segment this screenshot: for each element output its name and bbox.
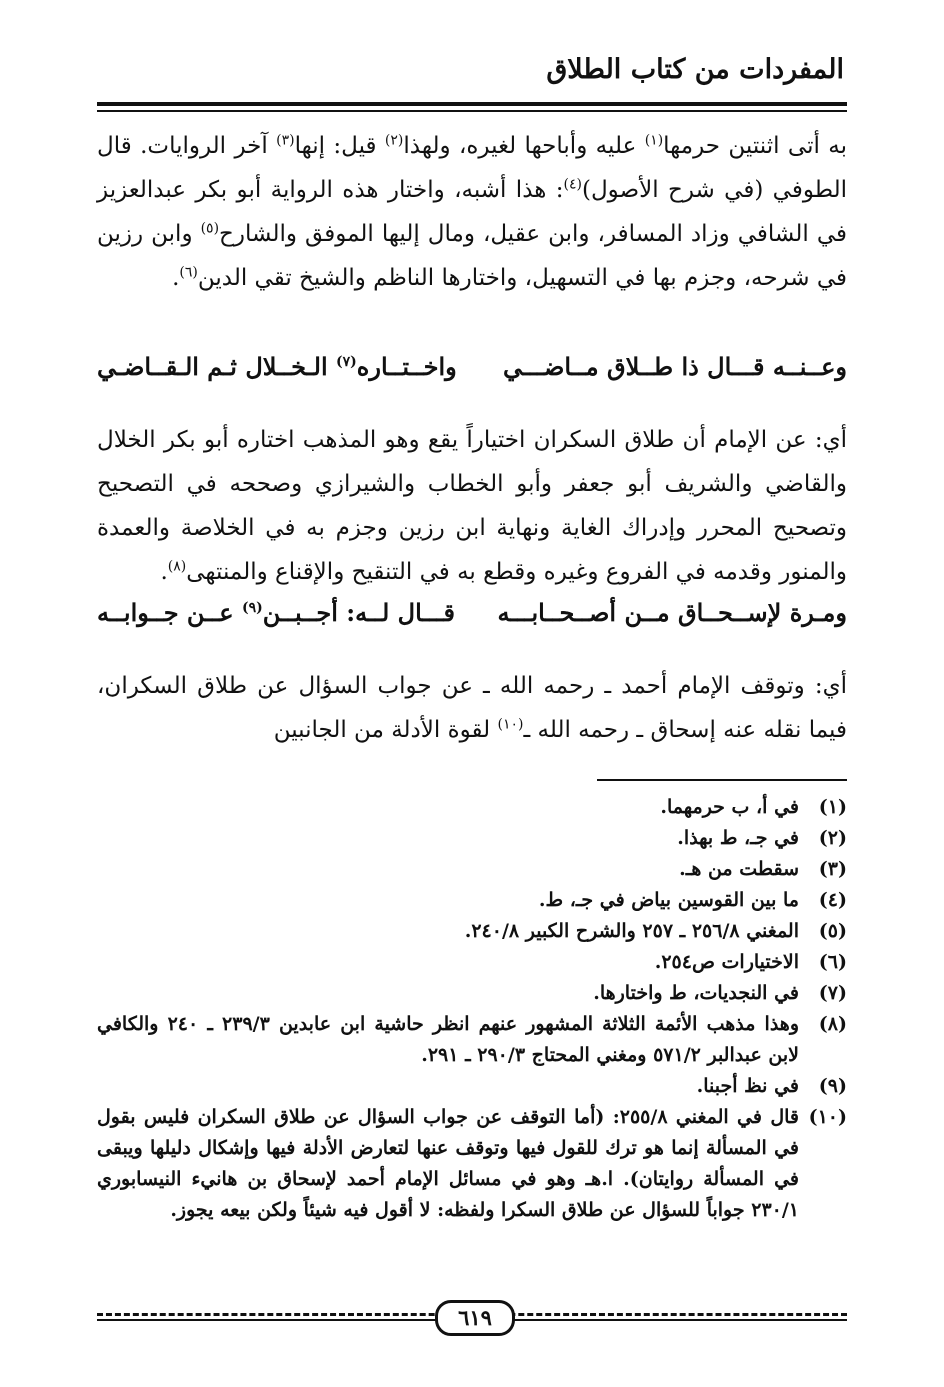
text-run: .	[172, 265, 180, 291]
footnote-ref-3[interactable]: (٣)	[276, 132, 295, 149]
text-run: به أتى اثنتين حرمها	[663, 133, 847, 159]
running-head: المفردات من كتاب الطلاق	[546, 54, 844, 85]
footnote-item	[97, 978, 847, 1009]
footnote-number: (٥)	[818, 920, 847, 942]
verse-second-hemistich	[97, 598, 455, 627]
footnote-item	[97, 792, 847, 823]
text-run: الـخــلال ثـم الـقــاضـي	[97, 352, 337, 381]
footnote-item	[97, 947, 847, 978]
footnote-number: (٦)	[818, 951, 847, 973]
footnote-number: (٣)	[818, 858, 847, 880]
footnote-text: قال في المغني ٢٥٥/٨: (أما التوقف عن جواب السؤال عن طلاق السكران فليس بقول في المسألة إنما هو ترك للقول فيها وتوقف عنها لتعارض الأدلة فيها وإشكال دليلها ويبقى في المسألة روايتان). ا.هـ وهو في مسائل الإمام أحمد لإسحاق بن هانيء النيسابوري ٢٣٠/١ جواباً للسؤال عن طلاق السكرا ولفظه: لا أقول فيه شيئاً ولكن بيعه يجوز.	[97, 1106, 800, 1221]
footnote-text: المغني ٢٥٦/٨ ـ ٢٥٧ والشرح الكبير ٢٤٠/٨.	[464, 920, 799, 942]
footnote-ref-7[interactable]: (٧)	[336, 354, 357, 370]
footer-rule	[97, 1300, 847, 1330]
text-run: : هذا أشبه، واختار هذه الرواية أبو بكر عبدالعزيز في الشافي وزاد المسافر، وابن عقيل، ومال إليها الموفق والشارح	[97, 177, 848, 247]
text-run: قـــال لــه: أجــبــن	[262, 598, 455, 627]
footnote-ref-4[interactable]: (٤)	[563, 176, 582, 193]
footnote-number: (٧)	[818, 982, 847, 1004]
footnote-text: الاختيارات ص٢٥٤.	[654, 951, 799, 973]
footnote-ref-10[interactable]: (١٠)	[497, 716, 524, 733]
footnote-number: (٩)	[818, 1075, 847, 1097]
text-run: عليه وأباحها لغيره، ولهذا	[403, 133, 645, 159]
verse-line-1	[97, 352, 847, 396]
text-run: أي: عن الإمام أن طلاق السكران اختياراً يقع وهو المذهب اختاره أبو بكر الخلال والقاضي والشريف أبو جعفر وأبو الخطاب والشيرازي وصححه في التصحيح وتصحيح المحرر وإدراك الغاية ونهاية ابن رزين وجزم به في الخلاصة والعمدة والمنور وقدمه في الفروع وغيره وقطع به في التنقيح والإقناع والمنتهى	[97, 427, 847, 585]
footnote-ref-8[interactable]: (٨)	[167, 558, 187, 575]
text-run: واخــتــاره	[356, 352, 457, 381]
paragraph-3	[97, 664, 847, 752]
text-run: عــن جــوابــه	[97, 598, 242, 627]
text-run: لقوة الأدلة من الجانبين	[273, 717, 498, 743]
footnotes-list	[97, 792, 847, 1226]
verse-first-hemistich: ومـرة لإســحــاق مــن أصــحــابـــه	[497, 598, 847, 627]
verse-line-2	[97, 598, 847, 642]
footnote-text: سقطت من هـ.	[679, 858, 799, 880]
footnote-text: في نظ أجبنا.	[696, 1075, 799, 1097]
verse-second-hemistich	[97, 352, 457, 381]
page-number: ٦١٩	[435, 1300, 515, 1336]
footnote-item	[97, 1009, 847, 1071]
footnote-number: (٨)	[818, 1013, 847, 1035]
paragraph-1	[97, 124, 847, 300]
text-run: قيل: إنها	[294, 133, 385, 159]
footnote-ref-6[interactable]: (٦)	[179, 264, 198, 281]
footnote-number: (٤)	[818, 889, 847, 911]
footnote-ref-9[interactable]: (٩)	[241, 600, 263, 616]
text-run: أي: وتوقف الإمام أحمد ـ رحمه الله ـ عن جواب السؤال عن طلاق السكران، فيما نقله عنه إسحاق ـ رحمه الله ـ	[97, 673, 847, 743]
text-run: آخر الروايات. قال الطوفي (في شرح الأصول)	[97, 133, 847, 203]
footnote-ref-2[interactable]: (٢)	[384, 132, 404, 149]
header-rule-thick	[97, 102, 847, 106]
footnote-number: (٢)	[818, 827, 847, 849]
footnote-number: (١٠)	[808, 1106, 847, 1128]
footnote-separator	[597, 779, 847, 781]
text-run: .	[160, 559, 168, 585]
footnote-text: في النجديات، ط واختارها.	[593, 982, 799, 1004]
footnote-ref-1[interactable]: (١)	[644, 132, 664, 149]
footnote-ref-5[interactable]: (٥)	[200, 220, 220, 237]
footnote-item	[97, 1102, 847, 1226]
footnote-item	[97, 823, 847, 854]
footnote-item	[97, 916, 847, 947]
footnote-text: وهذا مذهب الأئمة الثلاثة المشهور عنهم انظر حاشية ابن عابدين ٢٣٩/٣ ـ ٢٤٠ والكافي لابن عبدالبر ٥٧١/٢ ومغني المحتاج ٢٩٠/٣ ـ ٢٩١.	[97, 1013, 800, 1066]
footnote-text: ما بين القوسين بياض في جـ، ط.	[538, 889, 799, 911]
footnote-text: في جـ، ط بهذا.	[677, 827, 799, 849]
verse-first-hemistich: وعــنــه قـــال ذا طــلاق مــاضـــي	[502, 352, 847, 381]
paragraph-2	[97, 418, 847, 594]
footnote-item	[97, 885, 847, 916]
footnote-item	[97, 854, 847, 885]
text-run: وابن رزين في شرحه، وجزم بها في التسهيل، واختارها الناظم والشيخ تقي الدين	[97, 221, 847, 291]
footnote-number: (١)	[818, 796, 847, 818]
footnote-text: في أ، ب حرمهما.	[660, 796, 799, 818]
footnote-item	[97, 1071, 847, 1102]
header-rule-thin	[97, 110, 847, 112]
